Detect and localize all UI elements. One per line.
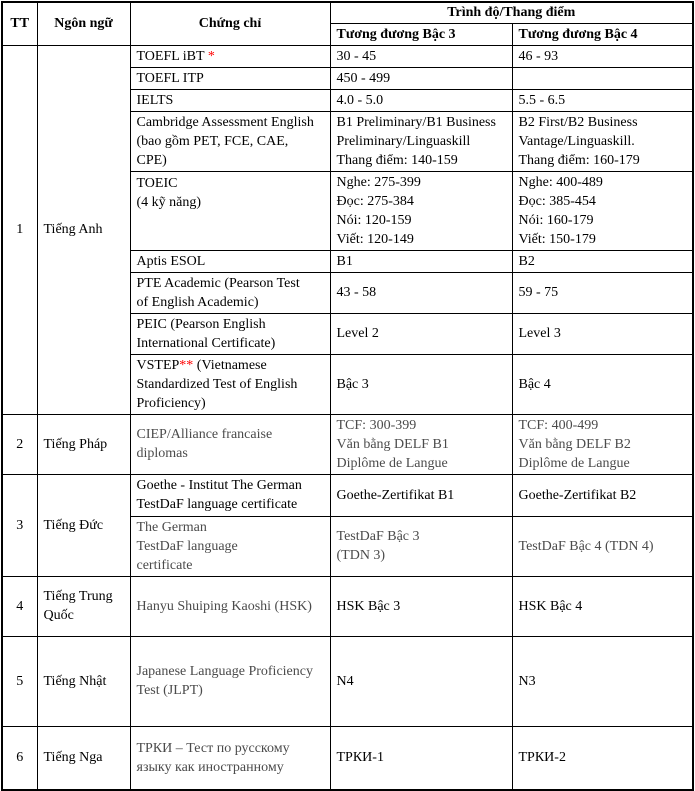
cell-level3: 30 - 45: [330, 45, 512, 67]
language-certificate-table: [1, 1, 694, 791]
table-row: [2, 474, 693, 516]
cell-level3: TCF: 300-399 Văn bằng DELF B1 Diplôme de Langue: [330, 414, 512, 474]
cell-level3: ТРКИ-1: [330, 726, 512, 790]
table-row: [2, 414, 693, 474]
cell-level4: B2 First/B2 Business Vantage/Linguaskill. Thang điểm: 160-179: [512, 111, 693, 171]
cell-certificate: The German TestDaF language certificate: [130, 516, 330, 576]
cell-row-number: 4: [2, 576, 37, 636]
cell-certificate: TOEFL ITP: [130, 67, 330, 89]
cell-level3: 43 - 58: [330, 272, 512, 313]
cell-level4: ТРКИ-2: [512, 726, 693, 790]
cell-level3: Bậc 3: [330, 354, 512, 414]
cell-level4: N3: [512, 636, 693, 726]
table-row: [2, 636, 693, 726]
cell-certificate: TOEIC (4 kỹ năng): [130, 171, 330, 250]
cell-certificate: PTE Academic (Pearson Test of English Academic): [130, 272, 330, 313]
header-level-group: Trình độ/Thang điểm: [330, 2, 693, 23]
header-tt: TT: [2, 2, 37, 45]
header-row-group: [2, 2, 693, 23]
cell-certificate: IELTS: [130, 89, 330, 111]
cell-row-number: 5: [2, 636, 37, 726]
cell-level3: N4: [330, 636, 512, 726]
cell-level3: Nghe: 275-399 Đọc: 275-384 Nói: 120-159 Viết: 120-149: [330, 171, 512, 250]
cell-certificate: Goethe - Institut The German TestDaF language certificate: [130, 474, 330, 516]
cell-level4: Bậc 4: [512, 354, 693, 414]
cell-level3: 450 - 499: [330, 67, 512, 89]
cell-level3: Level 2: [330, 313, 512, 354]
cell-level4: Nghe: 400-489 Đọc: 385-454 Nói: 160-179 Viết: 150-179: [512, 171, 693, 250]
cell-level4: 59 - 75: [512, 272, 693, 313]
cell-language: Tiếng Nhật: [37, 636, 130, 726]
table-row: [2, 576, 693, 636]
cell-certificate: VSTEP** (Vietnamese Standardized Test of English Proficiency): [130, 354, 330, 414]
cell-level3: B1 Preliminary/B1 Business Preliminary/Linguaskill Thang điểm: 140-159: [330, 111, 512, 171]
cell-certificate: Japanese Language Proficiency Test (JLPT): [130, 636, 330, 726]
table-body: [2, 45, 693, 790]
cell-level3: 4.0 - 5.0: [330, 89, 512, 111]
footnote-marker: **: [179, 357, 194, 373]
cell-certificate: Cambridge Assessment English (bao gồm PET, FCE, CAE, CPE): [130, 111, 330, 171]
cell-level4: B2: [512, 250, 693, 272]
cell-language: Tiếng Anh: [37, 45, 130, 414]
cell-level3: TestDaF Bậc 3 (TDN 3): [330, 516, 512, 576]
cell-certificate: TOEFL iBT *: [130, 45, 330, 67]
table-header: [2, 2, 693, 45]
cell-level4: Goethe-Zertifikat B2: [512, 474, 693, 516]
cell-certificate: ТРКИ – Тест по русскому языку как иностранному: [130, 726, 330, 790]
cell-certificate: PEIC (Pearson English International Certificate): [130, 313, 330, 354]
cell-level4: 46 - 93: [512, 45, 693, 67]
cell-level3: HSK Bậc 3: [330, 576, 512, 636]
cell-level4: Level 3: [512, 313, 693, 354]
cell-level4: HSK Bậc 4: [512, 576, 693, 636]
cell-level4: TCF: 400-499 Văn bằng DELF B2 Diplôme de Langue: [512, 414, 693, 474]
cell-language: Tiếng Đức: [37, 474, 130, 576]
cell-row-number: 3: [2, 474, 37, 576]
cell-certificate: Hanyu Shuiping Kaoshi (HSK): [130, 576, 330, 636]
footnote-marker: *: [207, 48, 215, 64]
cell-level4: 5.5 - 6.5: [512, 89, 693, 111]
cell-level3: B1: [330, 250, 512, 272]
cell-level4: TestDaF Bậc 4 (TDN 4): [512, 516, 693, 576]
cell-certificate: CIEP/Alliance francaise diplomas: [130, 414, 330, 474]
cell-certificate: Aptis ESOL: [130, 250, 330, 272]
cell-row-number: 2: [2, 414, 37, 474]
cell-level4: [512, 67, 693, 89]
cell-row-number: 1: [2, 45, 37, 414]
cell-row-number: 6: [2, 726, 37, 790]
cell-language: Tiếng Nga: [37, 726, 130, 790]
header-level3: Tương đương Bậc 3: [330, 23, 512, 45]
cell-language: Tiếng Trung Quốc: [37, 576, 130, 636]
table-row: [2, 726, 693, 790]
header-language: Ngôn ngữ: [37, 2, 130, 45]
header-level4: Tương đương Bậc 4: [512, 23, 693, 45]
cell-language: Tiếng Pháp: [37, 414, 130, 474]
table-row: [2, 45, 693, 67]
header-certificate: Chứng chỉ: [130, 2, 330, 45]
cell-level3: Goethe-Zertifikat B1: [330, 474, 512, 516]
